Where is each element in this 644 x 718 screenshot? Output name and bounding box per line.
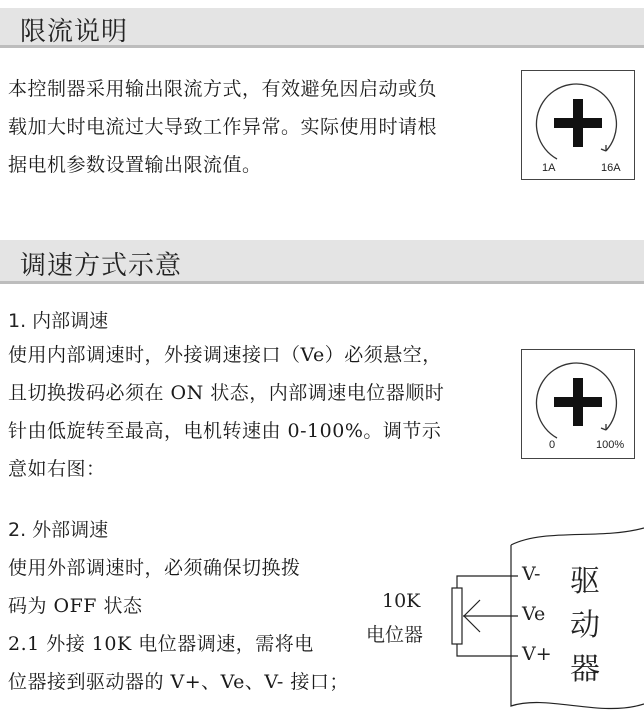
paragraph-line: 使用内部调速时，外接调速接口（Ve）必须悬空， <box>8 344 442 366</box>
paragraph-line: 载加大时电流过大导致工作异常。实际使用时请根 <box>8 116 438 138</box>
wire-v-plus <box>457 644 518 656</box>
internal-speed-paragraph <box>8 336 444 488</box>
paragraph-line: 使用外部调速时，必须确保切换拨 <box>8 557 301 579</box>
external-speed-paragraph <box>8 549 349 701</box>
wiper-arrow-icon <box>464 600 480 632</box>
driver-char: 驱 <box>570 564 600 599</box>
section-header-current-limit <box>0 8 644 48</box>
paragraph-line: 位器接到驱动器的 V+、Ve、V- 接口； <box>8 671 349 693</box>
subsection-heading-internal: 1. 内部调速 <box>8 310 109 332</box>
pin-label-v-plus: V+ <box>522 643 552 665</box>
paragraph-line: 针由低旋转至最高，电机转速由 0-100%。调节示 <box>8 420 442 442</box>
section-title: 限流说明 <box>20 17 129 47</box>
knob-max-label: 16A <box>601 162 621 174</box>
pin-label-v-minus: V- <box>522 563 541 585</box>
section-title: 调速方式示意 <box>20 251 183 281</box>
current-limit-knob-figure <box>521 70 635 180</box>
knob-min-label: 1A <box>542 162 556 174</box>
paragraph-line: 2.1 外接 10K 电位器调速，需将电 <box>8 633 314 655</box>
internal-speed-knob-figure <box>521 349 635 459</box>
potentiometer-body <box>452 588 462 644</box>
current-limit-paragraph <box>8 70 437 184</box>
knob-max-label: 100% <box>596 439 625 451</box>
pot-value-label: 10K <box>382 590 421 612</box>
driver-char: 器 <box>570 652 600 687</box>
paragraph-line: 据电机参数设置输出限流值。 <box>8 154 262 176</box>
subsection-heading-external: 2. 外部调速 <box>8 519 109 541</box>
paragraph-line: 码为 OFF 状态 <box>8 595 143 617</box>
pin-label-ve: Ve <box>522 603 546 625</box>
wire-v-minus <box>457 576 518 588</box>
paragraph-line: 且切换拨码必须在 ON 状态，内部调速电位器顺时 <box>8 382 445 404</box>
pot-name-label: 电位器 <box>366 624 424 646</box>
knob-min-label: 0 <box>549 439 556 451</box>
driver-char: 动 <box>570 608 600 643</box>
paragraph-line: 本控制器采用输出限流方式，有效避免因启动或负 <box>8 78 438 100</box>
section-header-speed-control <box>0 240 644 284</box>
paragraph-line: 意如右图： <box>8 458 106 480</box>
